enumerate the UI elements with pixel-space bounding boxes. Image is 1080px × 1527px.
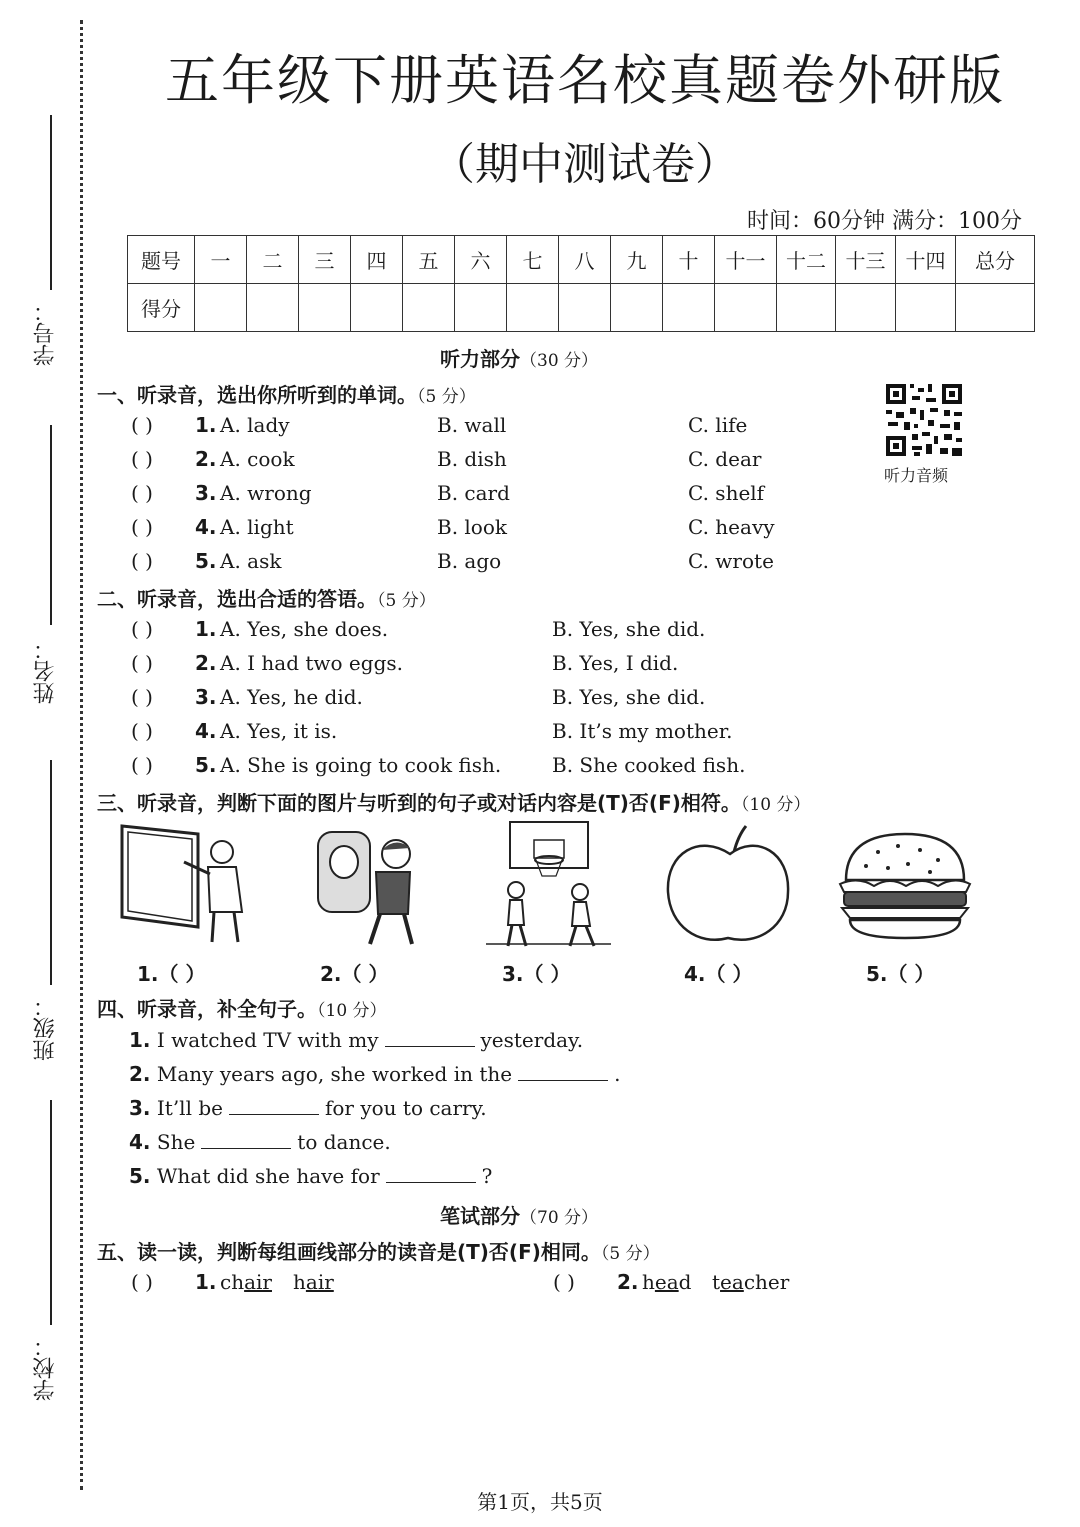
option-a: A. Yes, she does. (220, 617, 389, 641)
item-number: 1. (195, 413, 217, 437)
sentence-post: for you to carry. (324, 1096, 487, 1120)
item-number: 2. (129, 1062, 151, 1086)
score-cell[interactable] (663, 284, 715, 332)
section-3-header (97, 787, 810, 816)
item-number: 4. (129, 1130, 151, 1154)
option-b: B. She cooked fish. (552, 753, 746, 777)
picture-5-label[interactable]: 5.（ ） (866, 962, 935, 986)
section-4-points: （10 分） (317, 1001, 387, 1021)
picture-3-label[interactable]: 3.（ ） (502, 962, 571, 986)
name-label: 姓名： (33, 638, 58, 704)
sentence-post: . (614, 1062, 621, 1086)
option-b: B. Yes, I did. (552, 651, 679, 675)
qr-code-icon (884, 382, 964, 458)
blank-field[interactable] (201, 1130, 291, 1149)
answer-paren[interactable]: ( ) (131, 719, 153, 743)
option-c: C. life (688, 413, 748, 437)
score-cell[interactable] (455, 284, 507, 332)
section-2-points: （5 分） (377, 591, 436, 611)
score-cell[interactable] (715, 284, 777, 332)
item-number: 5. (195, 549, 217, 573)
score-col-total: 总分 (956, 236, 1035, 284)
score-cell[interactable] (777, 284, 836, 332)
section-5-title: 五、读一读，判断每组画线部分的读音是(T)否(F)相同。 (97, 1240, 601, 1264)
score-col: 七 (507, 236, 559, 284)
option-c: C. wrote (688, 549, 774, 573)
student-id-label: 学号： (33, 300, 58, 366)
option-c: C. heavy (688, 515, 775, 539)
blank-field[interactable] (518, 1062, 608, 1081)
fill-blank-sentence (129, 1096, 487, 1120)
section-5-header (97, 1236, 660, 1265)
binding-dotted-line (80, 20, 83, 1490)
answer-paren[interactable]: ( ) (131, 515, 153, 539)
picture-4-label[interactable]: 4.（ ） (684, 962, 753, 986)
item-number: 3. (195, 481, 217, 505)
answer-paren[interactable]: ( ) (131, 447, 153, 471)
score-cell[interactable] (611, 284, 663, 332)
blank-field[interactable] (385, 1028, 475, 1047)
listening-points: （30 分） (520, 351, 599, 371)
apple-picture (660, 822, 795, 948)
score-cell[interactable] (351, 284, 403, 332)
listening-part-header (440, 343, 598, 372)
boy-heavy-bag-picture (310, 822, 425, 950)
sentence-post: yesterday. (480, 1028, 584, 1052)
word-1: chair (220, 1270, 272, 1294)
item-number: 5. (129, 1164, 151, 1188)
answer-paren[interactable]: ( ) (553, 1270, 575, 1294)
option-a: A. Yes, it is. (220, 719, 338, 743)
class-line (50, 760, 52, 985)
section-4-title: 四、听录音，补全句子。 (97, 997, 317, 1021)
score-cell[interactable] (559, 284, 611, 332)
sentence-pre: It’ll be (156, 1096, 223, 1120)
score-table-score-row (128, 284, 1035, 332)
option-b: B. card (437, 481, 510, 505)
hamburger-picture (838, 828, 973, 940)
student-id-line (50, 115, 52, 290)
section-1-header (97, 379, 476, 408)
sentence-pre: Many years ago, she worked in the (156, 1062, 513, 1086)
class-label: 班级： (33, 995, 58, 1061)
option-b: B. It’s my mother. (552, 719, 733, 743)
option-a: A. Yes, he did. (220, 685, 363, 709)
option-b: B. Yes, she did. (552, 685, 706, 709)
item-number: 1. (195, 1270, 217, 1294)
page-title: 五年级下册英语名校真题卷外研版 (165, 49, 1005, 112)
sentence-post: to dance. (297, 1130, 391, 1154)
item-number: 5. (195, 753, 217, 777)
sentence-pre: She (156, 1130, 196, 1154)
option-b: B. dish (437, 447, 507, 471)
answer-paren[interactable]: ( ) (131, 549, 153, 573)
listening-title: 听力部分 (440, 347, 520, 371)
option-a: A. light (220, 515, 294, 539)
score-col: 二 (247, 236, 299, 284)
score-cell[interactable] (195, 284, 247, 332)
written-title: 笔试部分 (440, 1204, 520, 1228)
written-points: （70 分） (520, 1208, 599, 1228)
exam-meta: 时间：60分钟 满分：100分 (747, 209, 1022, 234)
picture-2-label[interactable]: 2.（ ） (320, 962, 389, 986)
section-1-points: （5 分） (417, 387, 476, 407)
option-a: A. She is going to cook fish. (220, 753, 502, 777)
score-col: 九 (611, 236, 663, 284)
picture-1-label[interactable]: 1.（ ） (137, 962, 206, 986)
score-col: 十三 (836, 236, 896, 284)
section-3-title: 三、听录音，判断下面的图片与听到的句子或对话内容是(T)否(F)相符。 (97, 791, 741, 815)
sentence-pre: I watched TV with my (156, 1028, 379, 1052)
answer-paren[interactable]: ( ) (131, 617, 153, 641)
option-a: A. wrong (220, 481, 312, 505)
school-label: 学校： (33, 1335, 58, 1401)
written-part-header (440, 1200, 598, 1229)
item-number: 4. (195, 719, 217, 743)
score-cell[interactable] (896, 284, 956, 332)
page-footer: 第1页，共5页 (477, 1490, 603, 1514)
fill-blank-sentence (129, 1028, 583, 1052)
word-2: hair (293, 1270, 334, 1294)
word-2: teacher (712, 1270, 790, 1294)
school-line (50, 1100, 52, 1325)
sentence-post: ? (481, 1164, 493, 1188)
item-number: 2. (195, 447, 217, 471)
score-col: 三 (299, 236, 351, 284)
section-2-title: 二、听录音，选出合适的答语。 (97, 587, 377, 611)
section-4-header (97, 993, 387, 1022)
fill-blank-sentence (129, 1062, 620, 1086)
answer-paren[interactable]: ( ) (131, 1270, 153, 1294)
option-a: A. lady (220, 413, 290, 437)
item-number: 1. (129, 1028, 151, 1052)
score-col: 一 (195, 236, 247, 284)
option-b: B. wall (437, 413, 507, 437)
option-a: A. I had two eggs. (220, 651, 403, 675)
sentence-pre: What did she have for (156, 1164, 380, 1188)
item-number: 3. (129, 1096, 151, 1120)
score-cell[interactable] (507, 284, 559, 332)
score-table-row1-label: 题号 (128, 236, 195, 284)
score-table-row2-label: 得分 (128, 284, 195, 332)
option-a: A. ask (220, 549, 282, 573)
fill-blank-sentence (129, 1130, 391, 1154)
score-col: 十一 (715, 236, 777, 284)
qr-caption: 听力音频 (884, 466, 949, 485)
score-col: 六 (455, 236, 507, 284)
name-line (50, 425, 52, 625)
fill-blank-sentence (129, 1164, 492, 1188)
option-a: A. cook (220, 447, 295, 471)
option-c: C. shelf (688, 481, 765, 505)
page-subtitle: （期中测试卷） (431, 139, 739, 190)
item-number: 1. (195, 617, 217, 641)
option-b: B. Yes, she did. (552, 617, 706, 641)
score-table-header-row (128, 236, 1035, 284)
option-b: B. ago (437, 549, 502, 573)
section-5-points: （5 分） (600, 1244, 660, 1264)
answer-paren[interactable]: ( ) (131, 685, 153, 709)
score-cell[interactable] (836, 284, 896, 332)
section-1-title: 一、听录音，选出你所听到的单词。 (97, 383, 417, 407)
option-c: C. dear (688, 447, 762, 471)
score-cell[interactable] (403, 284, 455, 332)
option-b: B. look (437, 515, 508, 539)
score-table (127, 235, 1035, 332)
item-number: 2. (195, 651, 217, 675)
score-col: 十二 (777, 236, 836, 284)
item-number: 4. (195, 515, 217, 539)
answer-paren[interactable]: ( ) (131, 413, 153, 437)
answer-paren[interactable]: ( ) (131, 481, 153, 505)
item-number: 3. (195, 685, 217, 709)
score-col: 八 (559, 236, 611, 284)
blank-field[interactable] (229, 1096, 319, 1115)
score-col: 十四 (896, 236, 956, 284)
score-cell[interactable] (247, 284, 299, 332)
score-col: 十 (663, 236, 715, 284)
score-cell[interactable] (299, 284, 351, 332)
word-1: head (642, 1270, 692, 1294)
answer-paren[interactable]: ( ) (131, 651, 153, 675)
section-3-points: （10 分） (740, 795, 811, 815)
item-number: 2. (617, 1270, 639, 1294)
blank-field[interactable] (386, 1164, 476, 1183)
teacher-blackboard-picture (118, 822, 253, 947)
playing-basketball-picture (486, 820, 611, 950)
section-2-header (97, 583, 436, 612)
score-col: 四 (351, 236, 403, 284)
answer-paren[interactable]: ( ) (131, 753, 153, 777)
score-cell-total[interactable] (956, 284, 1035, 332)
score-col: 五 (403, 236, 455, 284)
